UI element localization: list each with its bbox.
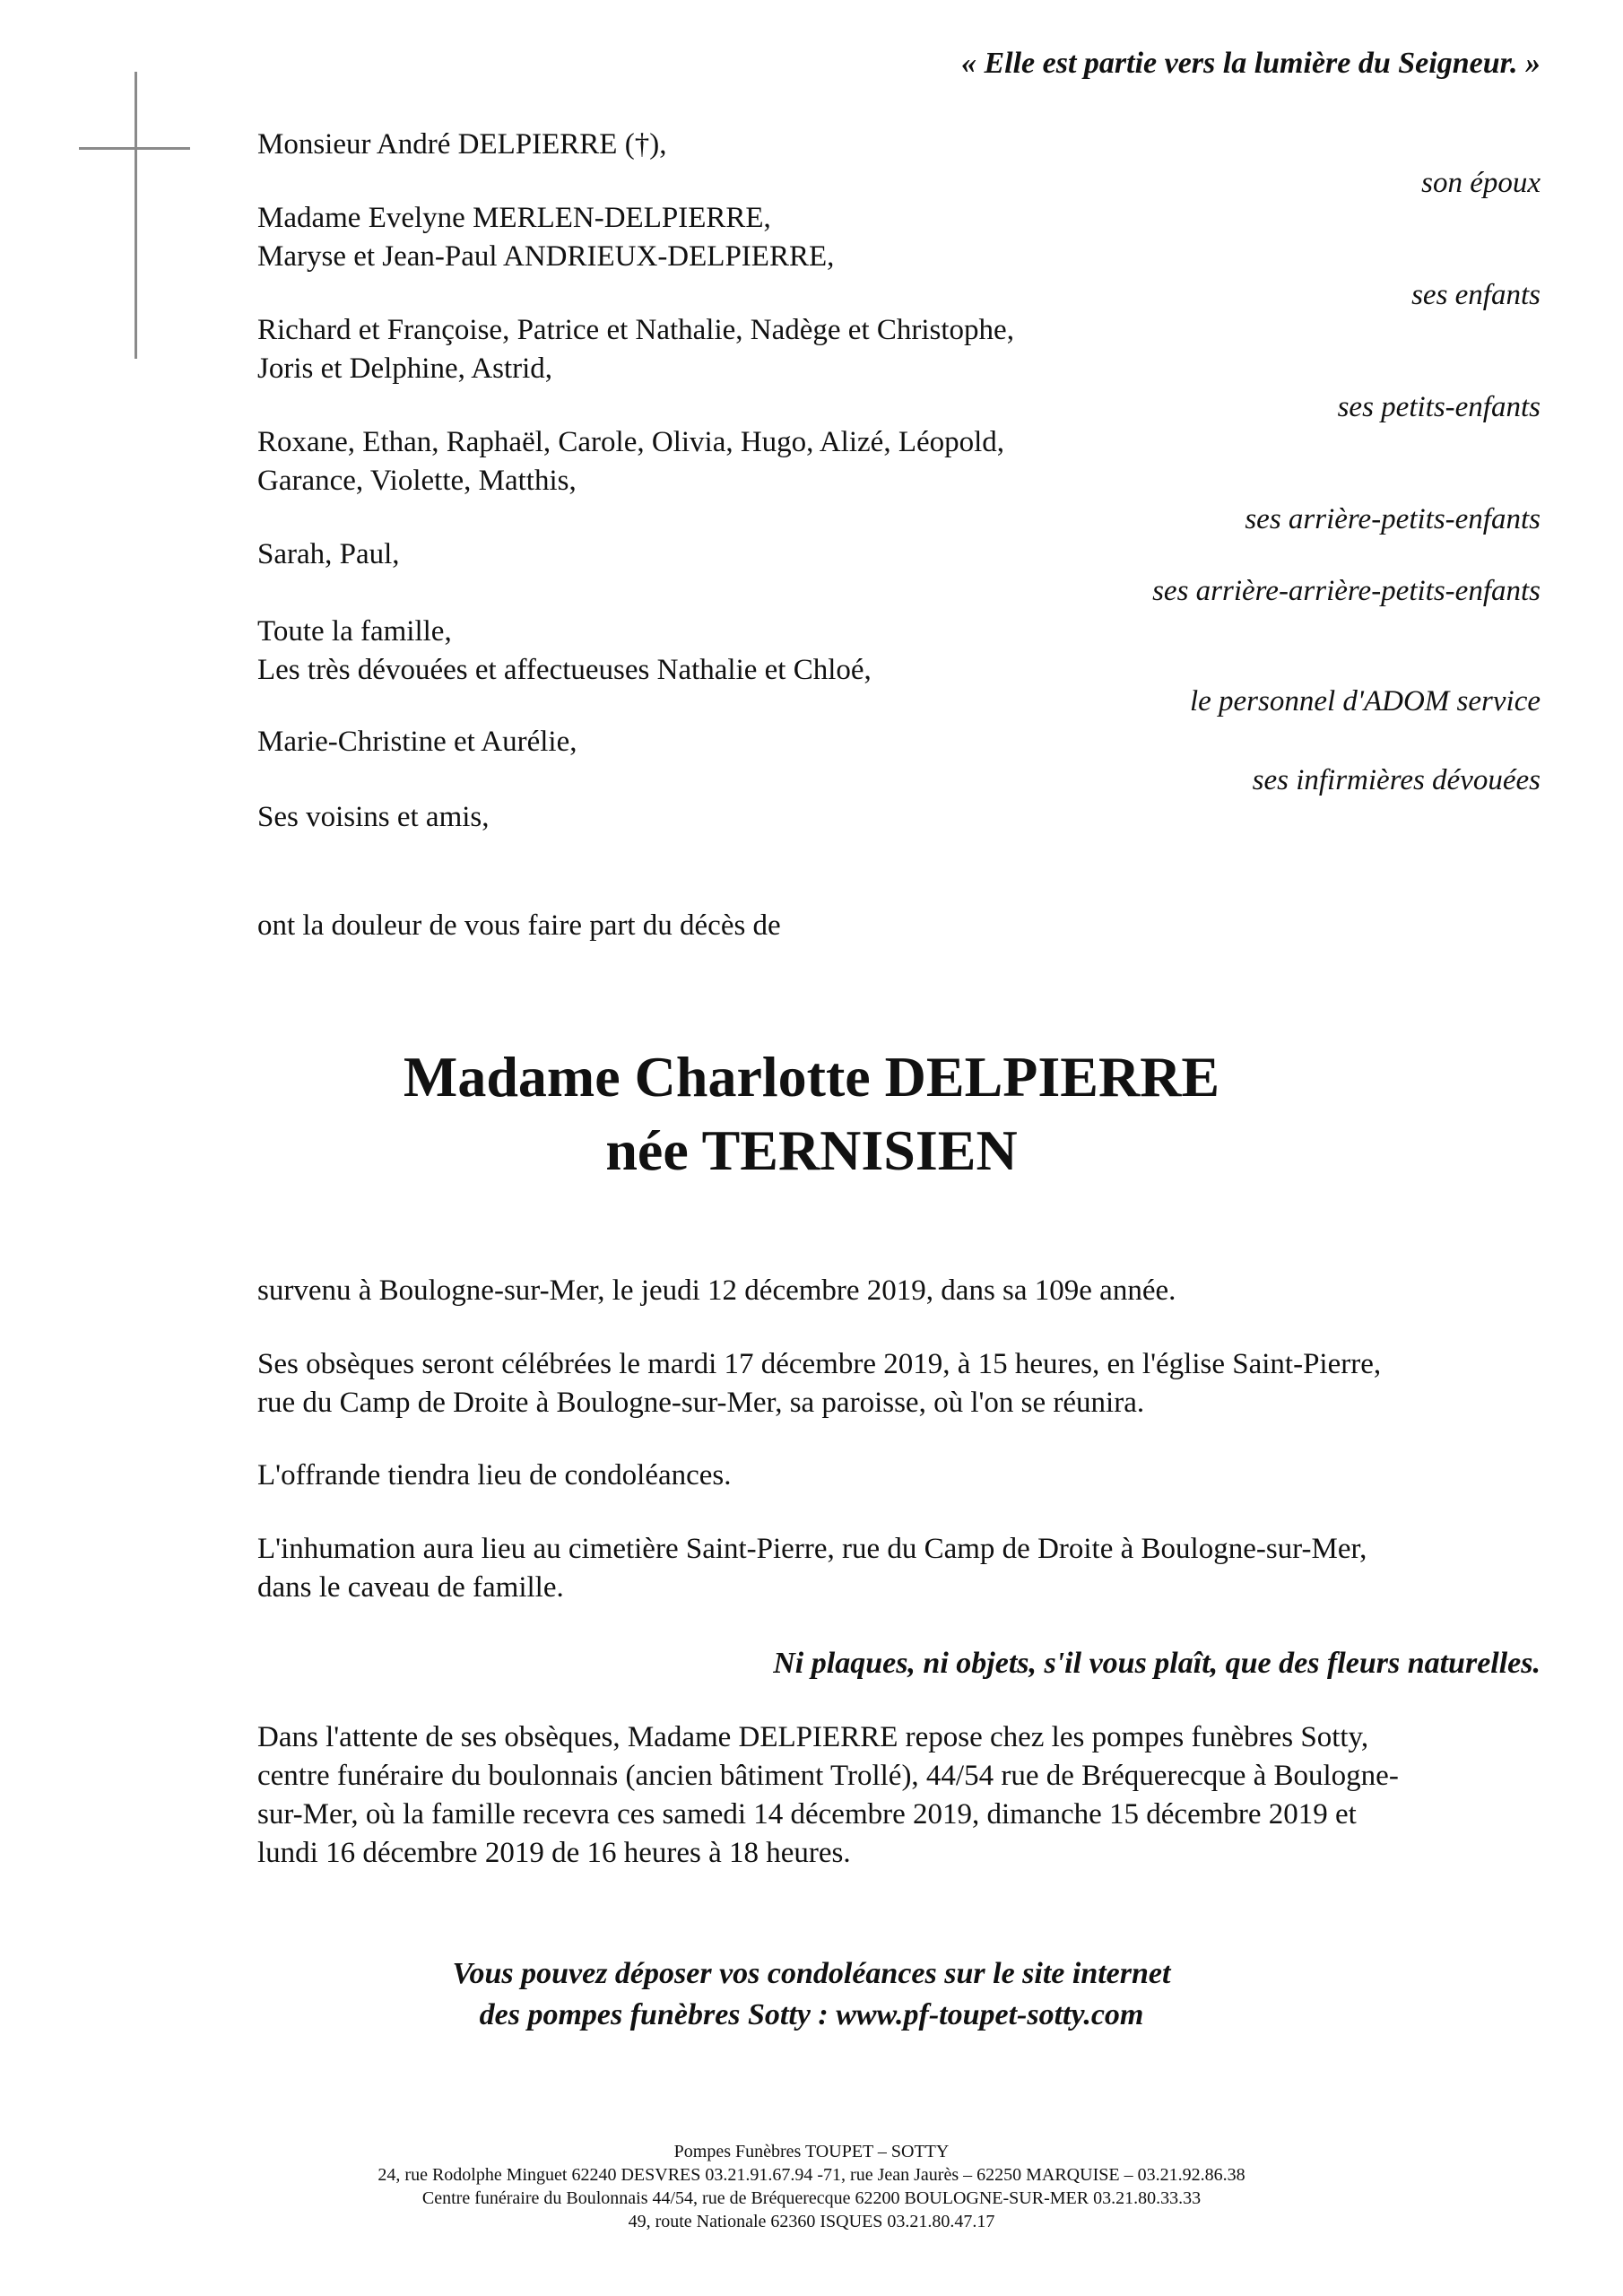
funeral-home-footer bbox=[0, 2140, 1623, 2233]
footer-address: 24, rue Rodolphe Minguet 62240 DESVRES 03.21.91.67.94 -71, rue Jean Jaurès – 62250 MARQUISE – 03.21.92.86.38 bbox=[378, 2165, 1245, 2185]
footer-address: 49, route Nationale 62360 ISQUES 03.21.80.47.17 bbox=[628, 2212, 995, 2231]
announcement: ont la douleur de vous faire part du décès de bbox=[257, 909, 781, 942]
cross-horizontal-bar bbox=[79, 147, 190, 150]
deceased-name: Madame Charlotte DELPIERRE bbox=[403, 1045, 1220, 1109]
repose-line: lundi 16 décembre 2019 de 16 heures à 18 heures. bbox=[257, 1837, 851, 1869]
family-relation: ses infirmières dévouées bbox=[1252, 764, 1541, 796]
family-group-nurses bbox=[257, 723, 1541, 800]
family-line: Ses voisins et amis, bbox=[257, 801, 490, 833]
family-line: Sarah, Paul, bbox=[257, 538, 400, 570]
flowers-note: Ni plaques, ni objets, s'il vous plaît, que des fleurs naturelles. bbox=[773, 1647, 1541, 1680]
family-line: Maryse et Jean-Paul ANDRIEUX-DELPIERRE, bbox=[257, 240, 835, 273]
family-line: Garance, Violette, Matthis, bbox=[257, 465, 577, 497]
repose-line: centre funéraire du boulonnais (ancien bâtiment Trollé), 44/54 rue de Bréquerecque à Boulogne- bbox=[257, 1760, 1399, 1792]
family-relation: ses arrière-petits-enfants bbox=[1245, 503, 1541, 535]
family-group-spouse bbox=[257, 126, 1541, 203]
family-relation: ses arrière-arrière-petits-enfants bbox=[1152, 575, 1541, 607]
condolences-note bbox=[0, 1953, 1623, 2036]
family-line: Joris et Delphine, Astrid, bbox=[257, 352, 553, 385]
burial-line: dans le caveau de famille. bbox=[257, 1571, 564, 1604]
funeral-info bbox=[257, 1345, 1541, 1422]
repose-line: Dans l'attente de ses obsèques, Madame DELPIERRE repose chez les pompes funèbres Sotty, bbox=[257, 1721, 1369, 1753]
epigraph: « Elle est partie vers la lumière du Seigneur. » bbox=[960, 47, 1541, 80]
funeral-line: rue du Camp de Droite à Boulogne-sur-Mer, sa paroisse, où l'on se réunira. bbox=[257, 1387, 1145, 1419]
family-line: Roxane, Ethan, Raphaël, Carole, Olivia, Hugo, Alizé, Léopold, bbox=[257, 426, 1005, 458]
burial-info bbox=[257, 1530, 1541, 1607]
family-group-neighbours bbox=[257, 798, 1541, 837]
condolences-website-line: des pompes funèbres Sotty : www.pf-toupet-sotty.com bbox=[479, 1998, 1144, 2031]
family-line: Monsieur André DELPIERRE (†), bbox=[257, 128, 667, 161]
offering-note bbox=[257, 1457, 1541, 1495]
repose-line: sur-Mer, où la famille recevra ces samedi 14 décembre 2019, dimanche 15 décembre 2019 et bbox=[257, 1798, 1357, 1831]
family-relation: son époux bbox=[1421, 167, 1541, 199]
burial-line: L'inhumation aura lieu au cimetière Saint-Pierre, rue du Camp de Droite à Boulogne-sur-Mer, bbox=[257, 1533, 1367, 1565]
footer-address: Centre funéraire du Boulonnais 44/54, rue de Bréquerecque 62200 BOULOGNE-SUR-MER 03.21.80.33.33 bbox=[421, 2188, 1202, 2208]
family-group-grandchildren bbox=[257, 311, 1541, 427]
family-group-caregivers bbox=[257, 613, 1541, 721]
deceased-name-block bbox=[0, 1040, 1623, 1187]
repose-info bbox=[257, 1718, 1541, 1873]
footer-company: Pompes Funèbres TOUPET – SOTTY bbox=[673, 2142, 950, 2161]
family-line: Madame Evelyne MERLEN-DELPIERRE, bbox=[257, 202, 771, 234]
condolences-line: Vous pouvez déposer vos condoléances sur le site internet bbox=[452, 1957, 1171, 1990]
funeral-line: Ses obsèques seront célébrées le mardi 17 décembre 2019, à 15 heures, en l'église Saint-Pierre, bbox=[257, 1348, 1382, 1380]
death-info bbox=[257, 1272, 1541, 1310]
family-relation: ses petits-enfants bbox=[1337, 391, 1541, 423]
cross-vertical-bar bbox=[135, 72, 137, 359]
death-info-line: survenu à Boulogne-sur-Mer, le jeudi 12 décembre 2019, dans sa 109e année. bbox=[257, 1274, 1176, 1307]
family-line: Les très dévouées et affectueuses Nathalie et Chloé, bbox=[257, 654, 872, 686]
family-group-children bbox=[257, 199, 1541, 315]
family-relation: le personnel d'ADOM service bbox=[1189, 685, 1541, 718]
family-line: Toute la famille, bbox=[257, 615, 452, 648]
deceased-birth-name: née TERNISIEN bbox=[605, 1118, 1018, 1182]
family-line: Richard et Françoise, Patrice et Nathalie, Nadège et Christophe, bbox=[257, 314, 1014, 346]
offering-line: L'offrande tiendra lieu de condoléances. bbox=[257, 1459, 732, 1492]
family-group-great-grandchildren bbox=[257, 423, 1541, 539]
family-group-great-great-grandchildren bbox=[257, 535, 1541, 611]
family-relation: ses enfants bbox=[1411, 279, 1541, 311]
family-line: Marie-Christine et Aurélie, bbox=[257, 726, 577, 758]
